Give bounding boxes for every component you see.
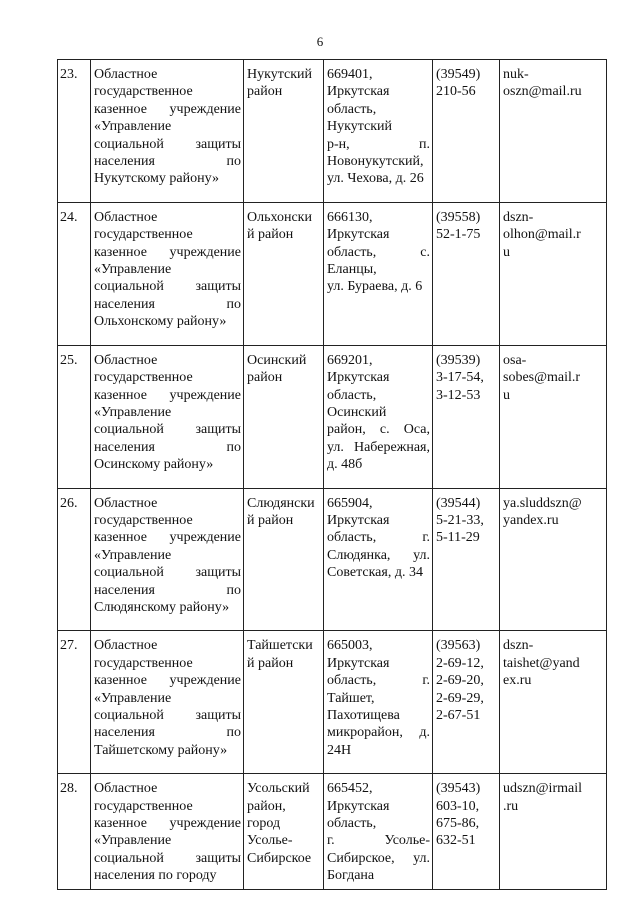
postal-address-line: 665003,: [327, 638, 373, 654]
word: Набережная,: [353, 439, 430, 455]
postal-address-line: область,: [327, 101, 377, 117]
district-name-cell: [244, 202, 324, 345]
postal-address-line: Иркутская: [327, 370, 390, 386]
postal-address-line: Иркутская: [327, 227, 390, 243]
institution-name-line: [94, 564, 241, 581]
postal-address-line: Новонукутский,: [327, 154, 424, 170]
postal-address-line: [327, 529, 430, 546]
row-number: 26.: [58, 488, 91, 631]
word: п.: [419, 136, 430, 152]
email-address-line: dszn-: [503, 209, 534, 225]
word: учреждение: [169, 101, 241, 117]
row-number: 23.: [58, 60, 91, 203]
postal-address-cell: [324, 60, 433, 203]
word: казенное: [94, 673, 147, 689]
institution-name-line: [94, 582, 241, 599]
postal-address-line: Осинский: [327, 404, 387, 420]
district-name-line: Ольхонски: [247, 209, 312, 225]
district-name-cell: [244, 488, 324, 631]
postal-address-line: Иркутская: [327, 798, 390, 814]
district-name-line: й район: [247, 512, 294, 528]
phone-numbers-line: 3-17-54,: [436, 370, 484, 386]
postal-address-line: 669201,: [327, 352, 373, 368]
email-address-cell: [500, 60, 607, 203]
word: область,: [327, 244, 377, 260]
word: г.: [327, 833, 335, 849]
phone-numbers-cell: [433, 202, 500, 345]
word: по: [226, 439, 241, 455]
institution-name-line: [94, 101, 241, 118]
district-name-line: й район: [247, 655, 294, 671]
postal-address-line: 665452,: [327, 781, 373, 797]
district-name-line: й район: [247, 227, 294, 243]
institution-name-line: Тайшетскому району»: [94, 742, 228, 758]
postal-address-cell: [324, 631, 433, 774]
email-address-line: udszn@irmail: [503, 781, 582, 797]
word: казенное: [94, 244, 147, 260]
district-name-line: Сибирское: [247, 850, 312, 866]
postal-address-line: [327, 421, 430, 438]
phone-numbers-line: (39549): [436, 67, 481, 82]
institution-name-line: населения по городу: [94, 868, 217, 884]
institution-name-line: «Управление: [94, 547, 172, 563]
postal-address-line: 665904,: [327, 495, 373, 511]
institution-name-cell: [91, 345, 244, 488]
word: защиты: [195, 136, 241, 152]
postal-address-line: ул. Бураева, д. 6: [327, 279, 423, 295]
district-name-line: город: [247, 816, 281, 832]
institution-name-line: [94, 387, 241, 404]
word: учреждение: [169, 244, 241, 260]
postal-address-line: 666130,: [327, 209, 373, 225]
phone-numbers-line: 2-69-20,: [436, 673, 484, 689]
word: учреждение: [169, 387, 241, 403]
phone-numbers-cell: [433, 631, 500, 774]
postal-address-line: Богдана: [327, 868, 375, 884]
district-name-line: район,: [247, 798, 286, 814]
institution-name-line: Областное: [94, 638, 158, 654]
word: ул.: [413, 547, 430, 563]
postal-address-line: [327, 672, 430, 689]
phone-numbers-line: 2-69-29,: [436, 690, 484, 706]
word: социальной: [94, 850, 164, 866]
postal-address-line: Иркутская: [327, 512, 390, 528]
word: Сибирское,: [327, 850, 395, 866]
phone-numbers-cell: [433, 345, 500, 488]
phone-numbers-line: 675-86,: [436, 816, 480, 832]
institution-name-line: Областное: [94, 495, 158, 511]
institution-name-cell: [91, 488, 244, 631]
row-number: 25.: [58, 345, 91, 488]
institution-name-line: Областное: [94, 209, 158, 225]
email-address-line: ex.ru: [503, 673, 532, 689]
phone-numbers-cell: [433, 774, 500, 889]
phone-numbers-line: (39558): [436, 209, 481, 225]
word: по: [226, 154, 241, 170]
postal-address-line: [327, 832, 430, 849]
institution-name-line: Областное: [94, 67, 158, 82]
institution-name-line: государственное: [94, 84, 193, 100]
email-address-cell: [500, 774, 607, 889]
word: по: [226, 725, 241, 741]
postal-address-cell: [324, 488, 433, 631]
email-address-line: yandex.ru: [503, 512, 559, 528]
word: защиты: [195, 850, 241, 866]
email-address-line: u: [503, 244, 510, 260]
word: населения: [94, 582, 155, 598]
word: социальной: [94, 565, 164, 581]
postal-address-line: Советская, д. 34: [327, 565, 423, 581]
word: микрорайон,: [327, 725, 403, 741]
word: защиты: [195, 279, 241, 295]
word: р-н,: [327, 136, 350, 152]
phone-numbers-cell: [433, 60, 500, 203]
institution-name-line: [94, 278, 241, 295]
email-address-line: taishet@yand: [503, 655, 580, 671]
phone-numbers-line: 603-10,: [436, 798, 480, 814]
district-name-line: район: [247, 84, 283, 100]
word: с.: [420, 244, 430, 260]
word: ул.: [327, 439, 344, 455]
word: учреждение: [169, 530, 241, 546]
phone-numbers-line: (39543): [436, 781, 481, 797]
institution-name-line: государственное: [94, 370, 193, 386]
institution-name-line: государственное: [94, 798, 193, 814]
postal-address-cell: [324, 345, 433, 488]
email-address-line: sobes@mail.r: [503, 370, 581, 386]
district-name-line: район: [247, 370, 283, 386]
phone-numbers-line: 2-69-12,: [436, 655, 484, 671]
postal-address-line: [327, 850, 430, 867]
phone-numbers-line: (39544): [436, 495, 481, 511]
email-address-line: u: [503, 387, 510, 403]
district-name-cell: [244, 345, 324, 488]
institution-name-line: [94, 707, 241, 724]
email-address-line: oszn@mail.ru: [503, 84, 582, 100]
word: по: [226, 582, 241, 598]
phone-numbers-line: 2-67-51: [436, 708, 481, 723]
email-address-cell: [500, 631, 607, 774]
postal-address-line: [327, 244, 430, 261]
postal-address-line: Иркутская: [327, 655, 390, 671]
table-row: [58, 631, 607, 774]
institution-name-line: «Управление: [94, 262, 172, 278]
postal-address-line: Еланцы,: [327, 262, 377, 278]
word: ул.: [413, 850, 430, 866]
district-name-cell: [244, 60, 324, 203]
institution-name-line: [94, 421, 241, 438]
institution-name-line: «Управление: [94, 690, 172, 706]
table-row: [58, 202, 607, 345]
word: Слюдянка,: [327, 547, 391, 563]
email-address-cell: [500, 202, 607, 345]
word: область,: [327, 673, 377, 689]
postal-address-line: [327, 439, 430, 456]
institution-name-line: [94, 153, 241, 170]
word: защиты: [195, 708, 241, 723]
table-row: [58, 774, 607, 889]
phone-numbers-line: (39563): [436, 638, 481, 654]
email-address-line: dszn-: [503, 638, 534, 654]
word: г.: [422, 673, 430, 689]
email-address-line: nuk-: [503, 67, 529, 82]
email-address-line: .ru: [503, 798, 519, 814]
word: социальной: [94, 422, 164, 438]
word: с.: [379, 422, 390, 438]
institution-name-cell: [91, 631, 244, 774]
institution-name-line: [94, 724, 241, 741]
postal-address-line: область,: [327, 387, 377, 403]
word: Усолье-: [384, 833, 430, 849]
postal-address-cell: [324, 202, 433, 345]
institution-name-line: Областное: [94, 781, 158, 797]
postal-address-line: Пахотищева: [327, 708, 400, 723]
table-row: [58, 60, 607, 203]
institution-name-line: государственное: [94, 227, 193, 243]
word: учреждение: [169, 816, 241, 832]
institution-name-line: «Управление: [94, 833, 172, 849]
district-name-cell: [244, 774, 324, 889]
institution-name-line: [94, 672, 241, 689]
postal-address-line: ул. Чехова, д. 26: [327, 171, 424, 187]
postal-address-line: область,: [327, 816, 377, 832]
institution-name-line: [94, 815, 241, 832]
word: социальной: [94, 279, 164, 295]
institution-name-line: Ольхонскому району»: [94, 314, 227, 330]
institution-name-line: Осинскому району»: [94, 457, 214, 473]
district-name-line: Слюдянски: [247, 495, 315, 511]
district-name-line: Тайшетски: [247, 638, 313, 654]
phone-numbers-line: 5-21-33,: [436, 512, 484, 528]
phone-numbers-line: (39539): [436, 352, 481, 368]
institutions-table: [57, 59, 607, 890]
phone-numbers-line: 632-51: [436, 833, 476, 849]
institution-name-line: «Управление: [94, 404, 172, 420]
word: казенное: [94, 101, 147, 117]
institution-name-line: [94, 136, 241, 153]
phone-numbers-cell: [433, 488, 500, 631]
institution-name-line: [94, 244, 241, 261]
table-row: [58, 345, 607, 488]
institution-name-cell: [91, 202, 244, 345]
word: д.: [419, 725, 430, 741]
table-row: [58, 488, 607, 631]
word: защиты: [195, 422, 241, 438]
email-address-line: olhon@mail.r: [503, 227, 581, 243]
institution-name-cell: [91, 774, 244, 889]
word: населения: [94, 154, 155, 170]
institution-name-line: [94, 529, 241, 546]
postal-address-line: [327, 547, 430, 564]
postal-address-line: Иркутская: [327, 84, 390, 100]
word: учреждение: [169, 673, 241, 689]
phone-numbers-line: 52-1-75: [436, 227, 481, 243]
word: казенное: [94, 816, 147, 832]
postal-address-cell: [324, 774, 433, 889]
institution-name-line: Областное: [94, 352, 158, 368]
institution-name-line: [94, 439, 241, 456]
word: казенное: [94, 530, 147, 546]
postal-address-line: 24Н: [327, 742, 352, 758]
email-address-line: ya.sluddszn@: [503, 495, 582, 511]
phone-numbers-line: 210-56: [436, 84, 476, 100]
institution-name-line: государственное: [94, 655, 193, 671]
institution-name-line: [94, 296, 241, 313]
word: район,: [327, 422, 366, 438]
word: Оса,: [403, 422, 430, 438]
district-name-line: Усольский: [247, 781, 310, 797]
postal-address-line: [327, 724, 430, 741]
word: защиты: [195, 565, 241, 581]
district-name-cell: [244, 631, 324, 774]
word: казенное: [94, 387, 147, 403]
page-number: 6: [316, 34, 324, 49]
row-number: 24.: [58, 202, 91, 345]
postal-address-line: Нукутский: [327, 119, 393, 135]
email-address-line: osa-: [503, 352, 527, 368]
postal-address-line: д. 48б: [327, 457, 363, 473]
institution-name-cell: [91, 60, 244, 203]
word: населения: [94, 296, 155, 312]
email-address-cell: [500, 488, 607, 631]
institution-name-line: государственное: [94, 512, 193, 528]
district-name-line: Осинский: [247, 352, 307, 368]
word: населения: [94, 439, 155, 455]
postal-address-line: Тайшет,: [327, 690, 375, 706]
district-name-line: Усолье-: [247, 833, 293, 849]
phone-numbers-line: 3-12-53: [436, 387, 481, 403]
word: населения: [94, 725, 155, 741]
district-name-line: Нукутский: [247, 67, 313, 82]
institution-name-line: «Управление: [94, 119, 172, 135]
word: область,: [327, 530, 377, 546]
postal-address-line: [327, 136, 430, 153]
institution-name-line: Нукутскому району»: [94, 171, 219, 187]
row-number: 27.: [58, 631, 91, 774]
institution-name-line: [94, 850, 241, 867]
word: социальной: [94, 136, 164, 152]
word: г.: [422, 530, 430, 546]
postal-address-line: 669401,: [327, 67, 373, 82]
institution-name-line: Слюдянскому району»: [94, 599, 230, 615]
word: социальной: [94, 708, 164, 723]
word: по: [226, 296, 241, 312]
phone-numbers-line: 5-11-29: [436, 530, 480, 546]
email-address-cell: [500, 345, 607, 488]
row-number: 28.: [58, 774, 91, 889]
